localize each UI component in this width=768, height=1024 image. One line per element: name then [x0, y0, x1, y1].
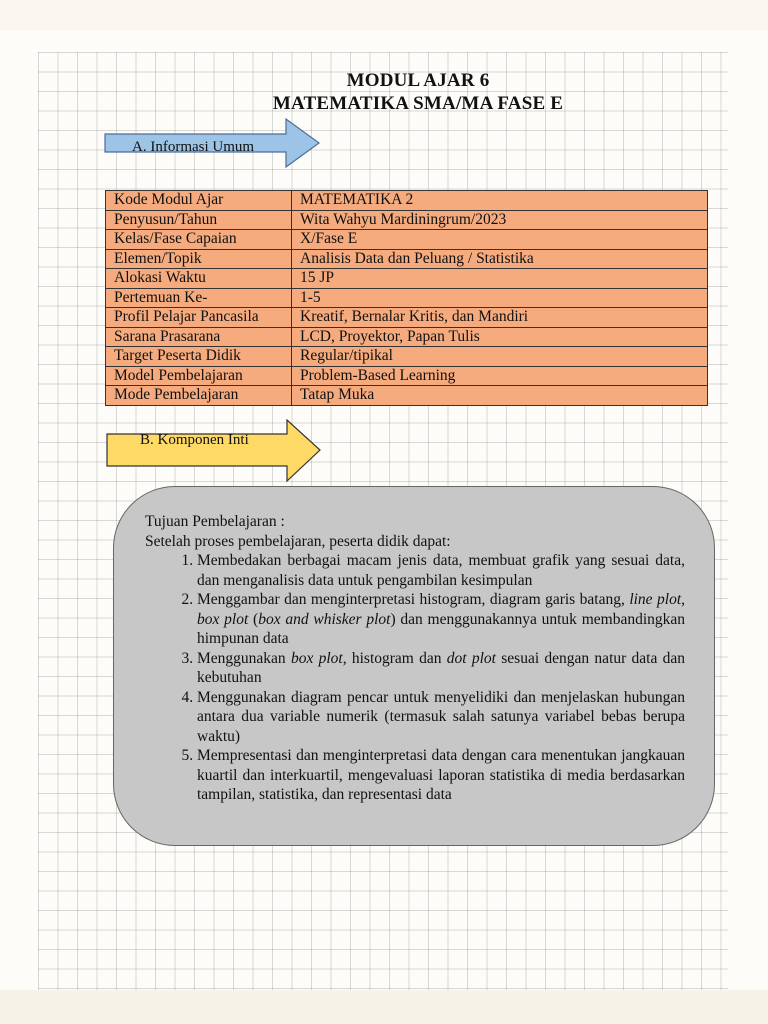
tujuan-item-text: ,	[681, 591, 685, 608]
document-subtitle: MATEMATIKA SMA/MA FASE E	[272, 93, 564, 114]
info-table-row	[106, 308, 708, 328]
tujuan-heading: Tujuan Pembelajaran :	[145, 513, 285, 530]
info-table-row	[106, 327, 708, 347]
page-margin	[0, 30, 38, 1024]
section-a-label: A. Informasi Umum	[132, 139, 255, 155]
info-value: 15 JP	[292, 269, 708, 289]
section-a-arrow	[104, 118, 322, 168]
info-table-row	[106, 210, 708, 230]
tujuan-item-text: dot plot	[446, 649, 496, 667]
komponen-inti-content	[145, 512, 685, 805]
info-key: Model Pembelajaran	[106, 366, 292, 386]
info-table-row	[106, 386, 708, 406]
info-key: Elemen/Topik	[106, 249, 292, 269]
page-margin	[728, 30, 768, 1024]
tujuan-item-text: box plot	[197, 610, 249, 628]
tujuan-item-text: box and whisker plot	[258, 610, 391, 628]
info-key: Target Peserta Didik	[106, 347, 292, 367]
tujuan-item-text: Menggunakan	[197, 649, 291, 667]
info-value: Kreatif, Bernalar Kritis, dan Mandiri	[292, 308, 708, 328]
info-table-row	[106, 347, 708, 367]
tujuan-item-text: Menggambar dan menginterpretasi histogram, diagram garis batang,	[197, 591, 630, 608]
info-value: Problem-Based Learning	[292, 366, 708, 386]
tujuan-list	[145, 551, 685, 805]
tujuan-item-text: Mempresentasi dan menginterpretasi data dengan cara menentukan jangkauan kuartil dan interkuartil, mengevaluasi laporan statistika di media berdasarkan tampilan, statistika, dan representasi data	[197, 747, 685, 803]
info-key: Profil Pelajar Pancasila	[106, 308, 292, 328]
section-b-label: B. Komponen Inti	[140, 432, 249, 448]
tujuan-item	[197, 688, 685, 747]
info-key: Penyusun/Tahun	[106, 210, 292, 230]
info-value: Tatap Muka	[292, 386, 708, 406]
info-value: Wita Wahyu Mardiningrum/2023	[292, 210, 708, 230]
tujuan-item	[197, 590, 685, 649]
info-table	[105, 190, 708, 406]
info-key: Sarana Prasarana	[106, 327, 292, 347]
info-key: Mode Pembelajaran	[106, 386, 292, 406]
info-key: Pertemuan Ke-	[106, 288, 292, 308]
tujuan-item-text: box plot,	[290, 649, 347, 667]
info-table-row	[106, 288, 708, 308]
tujuan-intro: Setelah proses pembelajaran, peserta didik dapat:	[145, 532, 451, 550]
info-key: Kelas/Fase Capaian	[106, 230, 292, 250]
info-value: Regular/tipikal	[292, 347, 708, 367]
info-value: 1-5	[292, 288, 708, 308]
tujuan-item	[197, 746, 685, 805]
info-value: MATEMATIKA 2	[292, 191, 708, 211]
section-b-arrow	[106, 419, 324, 483]
info-key: Kode Modul Ajar	[106, 191, 292, 211]
tujuan-item-text: Membedakan berbagai macam jenis data, membuat grafik yang sesuai data, dan menganalisis data untuk pengambilan kesimpulan	[197, 552, 685, 589]
info-table-row	[106, 230, 708, 250]
info-value: LCD, Proyektor, Papan Tulis	[292, 327, 708, 347]
info-table-row	[106, 366, 708, 386]
tujuan-item-text: sesuai dengan natur data dan kebutuhan	[197, 649, 686, 686]
tujuan-item-text: (	[248, 610, 259, 628]
info-table-row	[106, 249, 708, 269]
info-key: Alokasi Waktu	[106, 269, 292, 289]
tujuan-item-text: line plot	[629, 591, 682, 608]
document-title: MODUL AJAR 6	[346, 70, 490, 91]
info-table-row	[106, 191, 708, 211]
tujuan-item-text: ) dan menggunakannya untuk membandingkan himpunan data	[197, 610, 686, 647]
tujuan-item	[197, 649, 685, 688]
tujuan-item-text: Menggunakan diagram pencar untuk menyelidiki dan menjelaskan hubungan antara dua variable numerik (termasuk salah satunya variabel bebas berupa waktu)	[197, 688, 685, 745]
info-value: Analisis Data dan Peluang / Statistika	[292, 249, 708, 269]
info-value: X/Fase E	[292, 230, 708, 250]
tujuan-item-text: histogram dan	[346, 649, 447, 667]
info-table-row	[106, 269, 708, 289]
tujuan-item	[197, 551, 685, 590]
page-margin	[0, 30, 768, 52]
arrow-right-shape	[106, 419, 324, 483]
page-footer-area	[0, 990, 768, 1024]
